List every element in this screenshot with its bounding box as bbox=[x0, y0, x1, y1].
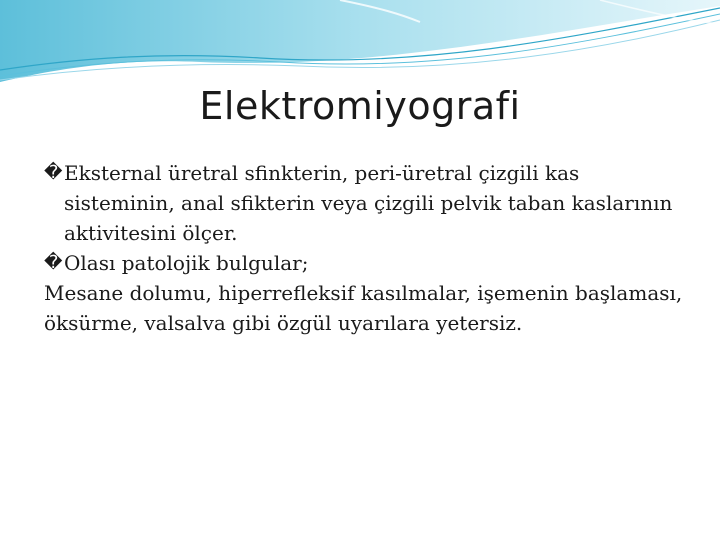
bullet-item-2 bbox=[44, 248, 684, 278]
bullet-text-2: Olası patolojik bulgular; bbox=[64, 251, 309, 275]
body-paragraph: Mesane dolumu, hiperrefleksif kasılmalar, işemenin başlaması, öksürme, valsalva gibi özgül uyarılara yetersiz. bbox=[44, 281, 683, 335]
replacement-char-bullet-icon: � bbox=[44, 252, 63, 273]
replacement-char-bullet-icon: � bbox=[44, 162, 63, 183]
header-wave-decoration bbox=[0, 0, 720, 90]
bullet-item-1 bbox=[44, 158, 684, 248]
slide-content bbox=[44, 158, 684, 338]
bullet-text-1: Eksternal üretral sfinkterin, peri-üretral çizgili kas sisteminin, anal sfikterin veya çizgili pelvik taban kaslarının aktivitesini ölçer. bbox=[64, 161, 673, 245]
slide-title: Elektromiyografi bbox=[199, 84, 521, 128]
